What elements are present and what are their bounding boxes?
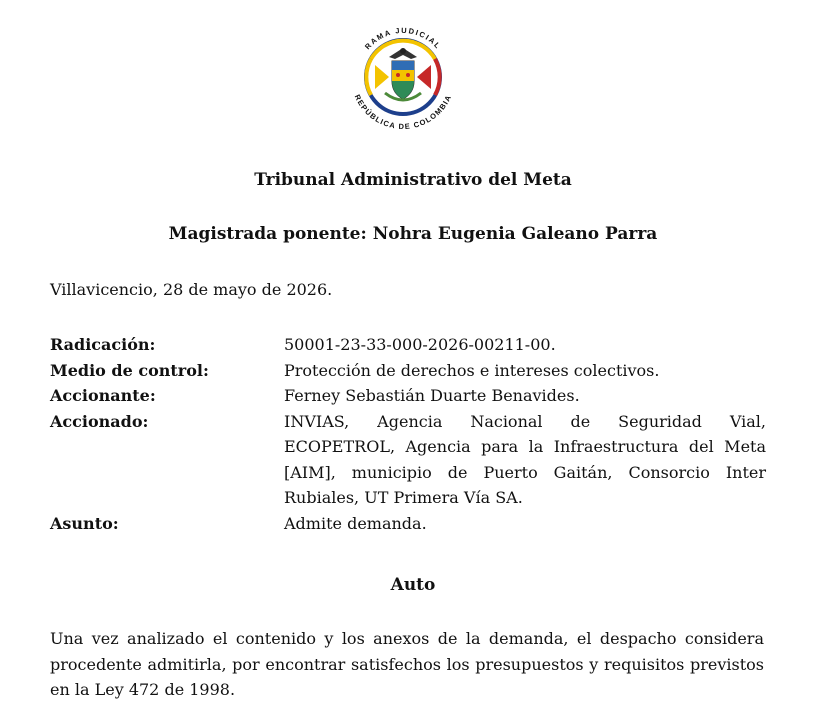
- date-line: Villavicencio, 28 de mayo de 2026.: [50, 280, 333, 299]
- medio-value: Protección de derechos e intereses colectivos.: [284, 360, 660, 380]
- case-details: [50, 332, 766, 536]
- medio-label: Medio de control:: [50, 360, 209, 380]
- accionante-value: Ferney Sebastián Duarte Benavides.: [284, 386, 580, 405]
- radicacion-row: [50, 332, 766, 358]
- asunto-row: [50, 511, 766, 537]
- radicacion-label: Radicación:: [50, 335, 156, 354]
- radicacion-value: 50001-23-33-000-2026-00211-00.: [284, 335, 556, 354]
- accionado-label: Accionado:: [50, 411, 149, 431]
- accionado-value: INVIAS, Agencia Nacional de Seguridad Vial, ECOPETROL, Agencia para la Infraestructura del Meta [AIM], municipio de Puerto Gaitán, Consorcio Inter Rubiales, UT Primera Vía SA.: [284, 411, 766, 507]
- medio-row: [50, 358, 766, 384]
- accionado-row: [50, 409, 766, 511]
- seal-top-text: RAMA JUDICIAL: [363, 25, 443, 52]
- magistrate-line: Magistrada ponente: Nohra Eugenia Galeano Parra: [168, 224, 658, 244]
- court-name: Tribunal Administrativo del Meta: [254, 170, 572, 190]
- body-paragraph: Una vez analizado el contenido y los anexos de la demanda, el despacho considera procedente admitirla, por encontrar satisfechos los presupuestos y requisitos previstos en la Ley 472 de 1998.: [50, 629, 764, 699]
- seal-bottom-text: REPÚBLICA DE COLOMBIA: [352, 93, 454, 132]
- asunto-value: Admite demanda.: [284, 513, 427, 533]
- accionante-row: [50, 383, 766, 409]
- rama-judicial-seal: [341, 15, 465, 139]
- accionante-label: Accionante:: [50, 386, 156, 405]
- section-title: Auto: [390, 575, 436, 595]
- asunto-label: Asunto:: [50, 513, 119, 533]
